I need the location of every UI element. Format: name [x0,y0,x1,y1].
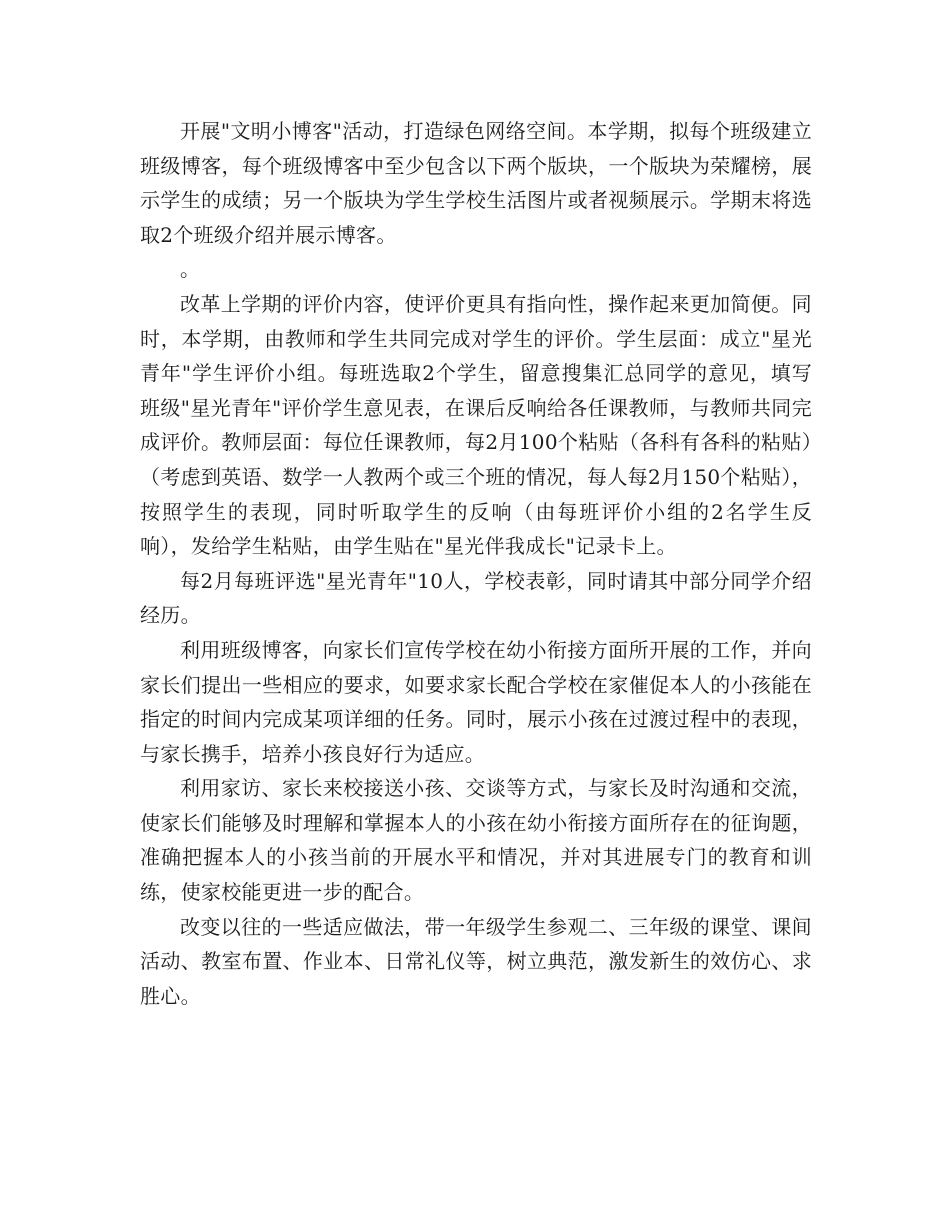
paragraph-campus-visit: 改变以往的一些适应做法，带一年级学生参观二、三年级的课堂、课间活动、教室布置、作业本、日常礼仪等，树立典范，激发新生的效仿心、求胜心。 [140,914,812,1008]
paragraph-evaluation-reform: 改革上学期的评价内容，使评价更具有指向性，操作起来更加简便。同时，本学期，由教师和学生共同完成对学生的评价。学生层面：成立"星光青年"学生评价小组。每班选取2个学生，留意搜集汇总同学的意见，填写班级"星光青年"评价学生意见表，在课后反响给各任课教师，与教师共同完成评价。教师层面：每位任课教师，每2月100个粘贴（各科有各科的粘贴）（考虑到英语、数学一人教两个或三个班的情况，每人每2月150个粘贴），按照学生的表现，同时听取学生的反响（由每班评价小组的2名学生反响），发给学生粘贴，由学生贴在"星光伴我成长"记录卡上。 [140,291,812,559]
paragraph-class-blog-parents: 利用班级博客，向家长们宣传学校在幼小衔接方面所开展的工作，并向家长们提出一些相应的要求，如要求家长配合学校在家催促本人的小孩能在指定的时间内完成某项详细的任务。同时，展示小孩在过渡过程中的表现，与家长携手，培养小孩良好行为适应。 [140,637,812,766]
paragraph-star-youth-selection: 每2月每班评选"星光青年"10人，学校表彰，同时请其中部分同学介绍经历。 [140,568,812,628]
paragraph-home-visits: 利用家访、家长来校接送小孩、交谈等方式，与家长及时沟通和交流，使家长们能够及时理解和掌握本人的小孩在幼小衔接方面所存在的征询题，准确把握本人的小孩当前的开展水平和情况，并对其进展专门的教育和训练，使家校能更进一步的配合。 [140,776,812,905]
paragraph-blog-activity: 开展"文明小博客"活动，打造绿色网络空间。本学期，拟每个班级建立班级博客，每个班级博客中至少包含以下两个版块，一个版块为荣耀榜，展示学生的成绩；另一个版块为学生学校生活图片或者视频展示。学期末将选取2个班级介绍并展示博客。 [140,119,812,247]
paragraph-period: 。 [180,257,201,282]
document-body [140,114,812,1013]
